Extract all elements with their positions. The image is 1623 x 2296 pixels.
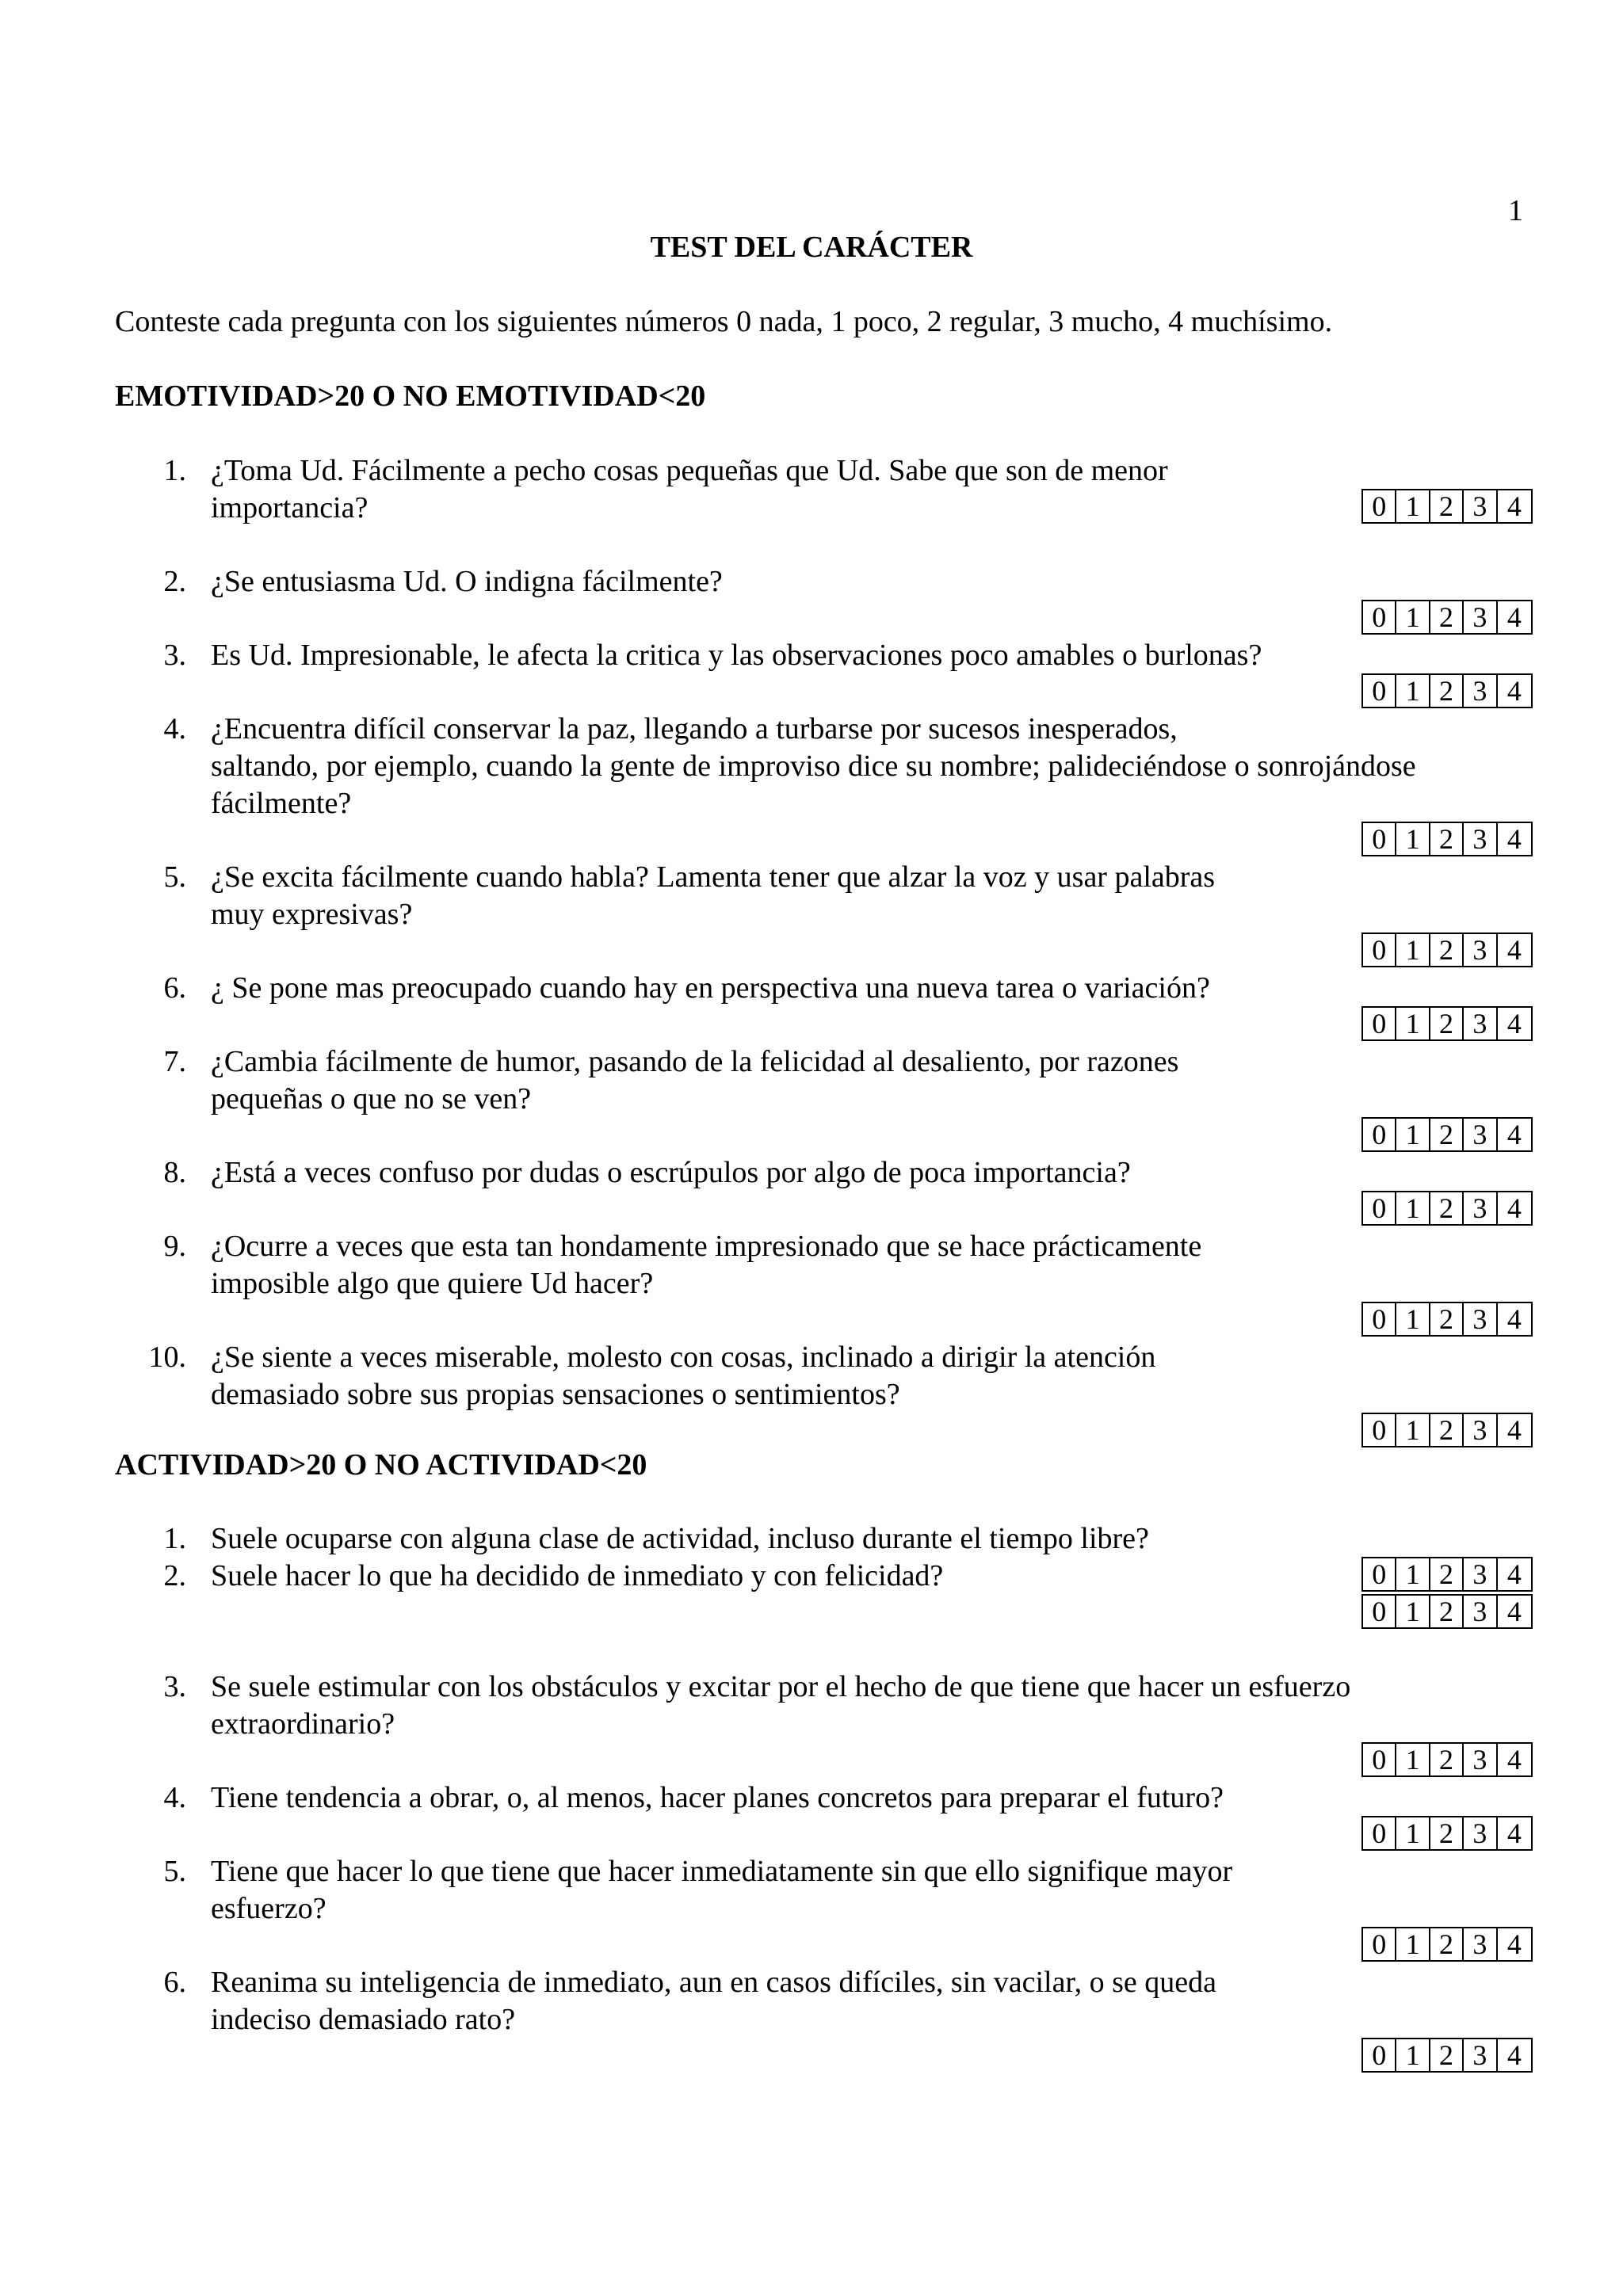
rating-option-1[interactable]: 1 [1396,1558,1430,1590]
rating-scale [1361,1742,1533,1777]
rating-option-3[interactable]: 3 [1464,1558,1497,1590]
rating-option-1[interactable]: 1 [1396,1928,1430,1960]
rating-option-4[interactable]: 4 [1507,1414,1522,1446]
rating-option-1[interactable]: 1 [1396,675,1430,707]
question-text-line: ¿Encuentra difícil conservar la paz, llegando a turbarse por sucesos inesperados, [211,712,1178,746]
question-number: 9. [163,1230,186,1263]
question-number: 2. [163,1559,186,1592]
rating-option-1[interactable]: 1 [1396,1303,1430,1335]
question-number: 5. [163,860,186,894]
rating-scale [1361,1006,1533,1041]
question-text-line: fácilmente? [211,787,352,820]
rating-option-0[interactable]: 0 [1363,934,1396,966]
question-number: 1. [163,1522,186,1555]
question-text-line: ¿Ocurre a veces que esta tan hondamente impresionado que se hace prácticamente [211,1230,1202,1263]
rating-option-0[interactable]: 0 [1363,1596,1396,1627]
question-text-line: indeciso demasiado rato? [211,2003,516,2036]
section-heading: ACTIVIDAD>20 O NO ACTIVIDAD<20 [115,1448,647,1482]
question-number: 8. [163,1156,186,1189]
rating-option-0[interactable]: 0 [1363,1303,1396,1335]
rating-option-2[interactable]: 2 [1430,1008,1464,1039]
question-text-line: ¿Cambia fácilmente de humor, pasando de la felicidad al desaliento, por razones [211,1045,1179,1078]
rating-scale [1361,822,1533,856]
rating-option-1[interactable]: 1 [1396,823,1430,855]
rating-option-4[interactable]: 4 [1507,1744,1522,1775]
rating-scale [1361,489,1533,524]
question-number: 6. [163,971,186,1005]
rating-option-1[interactable]: 1 [1396,934,1430,966]
question-text-line: ¿ Se pone mas preocupado cuando hay en perspectiva una nueva tarea o variación? [211,971,1210,1005]
question-number: 2. [163,565,186,598]
question-text-line: Suele ocuparse con alguna clase de actividad, incluso durante el tiempo libre? [211,1522,1149,1555]
question-number: 7. [163,1045,186,1078]
question-text-line: Es Ud. Impresionable, le afecta la critica y las observaciones poco amables o burlonas? [211,639,1262,672]
rating-option-2[interactable]: 2 [1430,1744,1464,1775]
rating-option-0[interactable]: 0 [1363,1558,1396,1590]
rating-option-1[interactable]: 1 [1396,2039,1430,2071]
rating-option-4[interactable]: 4 [1507,1192,1522,1224]
rating-option-2[interactable]: 2 [1430,823,1464,855]
rating-option-4[interactable]: 4 [1507,934,1522,966]
rating-option-1[interactable]: 1 [1396,1008,1430,1039]
rating-option-2[interactable]: 2 [1430,490,1464,522]
rating-option-2[interactable]: 2 [1430,675,1464,707]
rating-option-2[interactable]: 2 [1430,1817,1464,1849]
page-title: TEST DEL CARÁCTER [650,231,973,264]
rating-option-4[interactable]: 4 [1507,1119,1522,1150]
rating-option-0[interactable]: 0 [1363,1192,1396,1224]
rating-option-1[interactable]: 1 [1396,601,1430,633]
rating-option-3[interactable]: 3 [1464,1192,1497,1224]
rating-option-3[interactable]: 3 [1464,2039,1497,2071]
rating-option-0[interactable]: 0 [1363,1119,1396,1150]
question-text-line: importancia? [211,491,369,524]
question-text-line: saltando, por ejemplo, cuando la gente de improviso dice su nombre; palideciéndose o sonrojándose [211,749,1416,783]
rating-scale [1361,600,1533,635]
rating-option-0[interactable]: 0 [1363,1817,1396,1849]
rating-scale [1361,933,1533,967]
rating-option-4[interactable]: 4 [1507,1303,1522,1335]
rating-scale [1361,1816,1533,1851]
rating-option-4[interactable]: 4 [1507,1008,1522,1039]
rating-option-1[interactable]: 1 [1396,1119,1430,1150]
question-text-line: Se suele estimular con los obstáculos y excitar por el hecho de que tiene que hacer un esfuerzo [211,1670,1351,1703]
question-text-line: ¿Toma Ud. Fácilmente a pecho cosas pequeñas que Ud. Sabe que son de menor [211,454,1168,487]
question-text-line: Tiene tendencia a obrar, o, al menos, hacer planes concretos para preparar el futuro? [211,1781,1224,1814]
rating-option-1[interactable]: 1 [1396,1744,1430,1775]
question-text-line: Reanima su inteligencia de inmediato, aun en casos difíciles, sin vacilar, o se queda [211,1966,1216,1999]
rating-option-4[interactable]: 4 [1507,823,1522,855]
instructions: Conteste cada pregunta con los siguientes números 0 nada, 1 poco, 2 regular, 3 mucho, 4 muchísimo. [115,305,1333,338]
rating-option-1[interactable]: 1 [1396,1817,1430,1849]
rating-option-1[interactable]: 1 [1396,1414,1430,1446]
rating-option-2[interactable]: 2 [1430,1303,1464,1335]
rating-option-2[interactable]: 2 [1430,1192,1464,1224]
rating-option-3[interactable]: 3 [1464,1596,1497,1627]
question-text-line: demasiado sobre sus propias sensaciones o sentimientos? [211,1378,900,1411]
rating-option-0[interactable]: 0 [1363,1008,1396,1039]
rating-option-3[interactable]: 3 [1464,1414,1497,1446]
rating-option-3[interactable]: 3 [1464,490,1497,522]
rating-option-0[interactable]: 0 [1363,823,1396,855]
question-text-line: ¿Está a veces confuso por dudas o escrúpulos por algo de poca importancia? [211,1156,1131,1189]
rating-option-0[interactable]: 0 [1363,490,1396,522]
question-text-line: Tiene que hacer lo que tiene que hacer inmediatamente sin que ello signifique mayor [211,1855,1233,1888]
question-text-line: ¿Se excita fácilmente cuando habla? Lamenta tener que alzar la voz y usar palabras [211,860,1216,894]
rating-option-1[interactable]: 1 [1396,490,1430,522]
question-text-line: ¿Se siente a veces miserable, molesto con cosas, inclinado a dirigir la atención [211,1341,1156,1374]
question-number: 4. [163,712,186,746]
question-number: 10. [148,1341,186,1374]
rating-option-3[interactable]: 3 [1464,1119,1497,1150]
rating-option-3[interactable]: 3 [1464,1744,1497,1775]
rating-option-4[interactable]: 4 [1507,1817,1522,1849]
rating-option-3[interactable]: 3 [1464,1303,1497,1335]
rating-scale [1361,1927,1533,1962]
question-number: 4. [163,1781,186,1814]
question-text-line: muy expresivas? [211,898,413,931]
rating-option-3[interactable]: 3 [1464,601,1497,633]
rating-option-0[interactable]: 0 [1363,675,1396,707]
rating-option-0[interactable]: 0 [1363,1414,1396,1446]
rating-option-4[interactable]: 4 [1507,601,1522,633]
rating-scale [1361,1117,1533,1152]
rating-option-4[interactable]: 4 [1507,490,1522,522]
question-number: 6. [163,1966,186,1999]
rating-option-4[interactable]: 4 [1507,675,1522,707]
question-number: 3. [163,1670,186,1703]
rating-scale [1361,1302,1533,1337]
question-text-line: extraordinario? [211,1707,395,1741]
rating-scale [1361,1413,1533,1447]
question-text-line: pequeñas o que no se ven? [211,1082,532,1116]
rating-option-2[interactable]: 2 [1430,1596,1464,1627]
question-text-line: Suele hacer lo que ha decidido de inmediato y con felicidad? [211,1559,944,1592]
question-number: 1. [163,454,186,487]
page-number: 1 [1508,194,1523,227]
section-heading: EMOTIVIDAD>20 O NO EMOTIVIDAD<20 [115,379,706,413]
rating-option-0[interactable]: 0 [1363,1744,1396,1775]
question-text-line: ¿Se entusiasma Ud. O indigna fácilmente? [211,565,723,598]
rating-option-2[interactable]: 2 [1430,934,1464,966]
rating-option-2[interactable]: 2 [1430,1414,1464,1446]
question-text-line: imposible algo que quiere Ud hacer? [211,1267,654,1300]
rating-option-2[interactable]: 2 [1430,1928,1464,1960]
rating-option-3[interactable]: 3 [1464,934,1497,966]
rating-option-4[interactable]: 4 [1507,1558,1522,1590]
rating-option-4[interactable]: 4 [1507,2039,1522,2071]
rating-option-4[interactable]: 4 [1507,1596,1522,1627]
rating-scale [1361,1191,1533,1226]
rating-option-3[interactable]: 3 [1464,1928,1497,1960]
rating-option-2[interactable]: 2 [1430,601,1464,633]
rating-option-4[interactable]: 4 [1507,1928,1522,1960]
rating-option-0[interactable]: 0 [1363,2039,1396,2071]
rating-option-1[interactable]: 1 [1396,1192,1430,1224]
rating-scale [1361,1594,1533,1629]
rating-option-2[interactable]: 2 [1430,2039,1464,2071]
rating-option-2[interactable]: 2 [1430,1119,1464,1150]
rating-option-3[interactable]: 3 [1464,1008,1497,1039]
question-number: 3. [163,639,186,672]
rating-option-1[interactable]: 1 [1396,1596,1430,1627]
rating-option-0[interactable]: 0 [1363,1928,1396,1960]
rating-option-3[interactable]: 3 [1464,823,1497,855]
rating-scale [1361,673,1533,708]
rating-scale [1361,2038,1533,2073]
question-text-line: esfuerzo? [211,1892,327,1925]
rating-option-3[interactable]: 3 [1464,675,1497,707]
question-number: 5. [163,1855,186,1888]
rating-scale [1361,1557,1533,1592]
rating-option-3[interactable]: 3 [1464,1817,1497,1849]
rating-option-2[interactable]: 2 [1430,1558,1464,1590]
rating-option-0[interactable]: 0 [1363,601,1396,633]
